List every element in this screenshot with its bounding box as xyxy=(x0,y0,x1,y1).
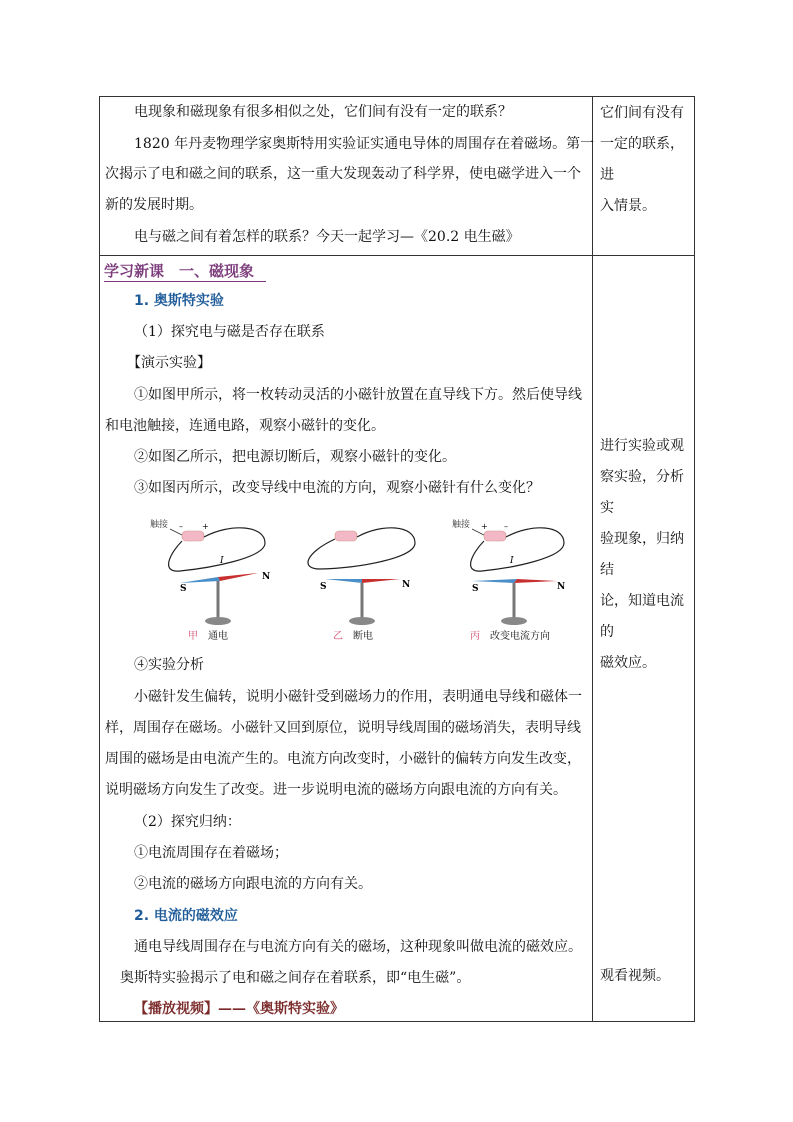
needle-north xyxy=(362,579,400,583)
stand-base xyxy=(349,617,375,625)
side-line: 察实验，分析实 xyxy=(600,469,684,516)
minus-label: – xyxy=(504,522,508,531)
analysis-line-4: 说明磁场方向发生了改变。进一步说明电流的磁场方向跟电流的方向有关。 xyxy=(105,782,567,798)
needle-south xyxy=(472,579,517,583)
intro-paragraph-1: 电现象和磁现象有很多相似之处，它们间有没有一定的联系？ xyxy=(134,104,512,120)
experiment-2: ②如图乙所示，把电源切断后，观察小磁针的变化。 xyxy=(134,449,456,465)
battery-icon xyxy=(182,531,204,541)
conclusion-2: ②电流的磁场方向跟电流的方向有关。 xyxy=(134,876,372,892)
row-divider xyxy=(99,255,695,256)
caption-mark: 乙 xyxy=(333,631,343,642)
side-line: 一定的联系，进 xyxy=(600,136,684,183)
experiment-1-line-1: ①如图甲所示，将一枚转动灵活的小磁针放置在直导线下方。然后使导线 xyxy=(134,387,582,403)
column-divider xyxy=(592,96,593,1022)
needle-south xyxy=(325,579,362,583)
intro-paragraph-2-line-1: 1820 年丹麦物理学家奥斯特用实验证实通电导体的周围存在着磁场。第一 xyxy=(134,136,595,152)
intro-paragraph-2-line-2: 次揭示了电和磁之间的联系，这一重大发现轰动了科学界，使电磁学进入一个 xyxy=(105,166,581,182)
side-line: 入情景。 xyxy=(600,198,656,214)
plus-label: + xyxy=(481,522,488,531)
analysis-line-1: 小磁针发生偏转，说明小磁针受到磁场力的作用，表明通电导线和磁体一 xyxy=(134,689,582,705)
analysis-line-3: 周围的磁场是由电流产生的。电流方向改变时，小磁针的偏转方向发生改变， xyxy=(105,751,581,767)
magnetic-effect-line-2: 奥斯特实验揭示了电和磁之间存在着联系，即“电生磁”。 xyxy=(120,970,471,986)
needle-north xyxy=(218,573,258,581)
s-label: S xyxy=(320,582,327,592)
caption-text: 改变电流方向 xyxy=(490,631,550,642)
current-label: I xyxy=(220,556,224,566)
caption-text: 断电 xyxy=(353,631,373,642)
n-label: N xyxy=(262,572,271,582)
n-label: N xyxy=(402,580,411,590)
side-line: 论，知道电流的 xyxy=(600,593,684,640)
battery-icon xyxy=(335,531,357,541)
caption-powered xyxy=(188,627,228,642)
caption-mark: 甲 xyxy=(188,631,198,642)
side-line: 验现象，归纳结 xyxy=(600,531,684,578)
section-header: 学习新课 一、磁现象 xyxy=(104,262,255,280)
step-2: （2）探究归纳： xyxy=(134,814,241,830)
heading-oersted: 1. 奥斯特实验 xyxy=(134,293,224,309)
analysis-line-2: 样，周围存在磁场。小磁针又回到原位，说明导线周围的磁场消失，表明导线 xyxy=(105,720,581,736)
n-label: N xyxy=(557,582,566,592)
video-link[interactable]: 【播放视频】——《奥斯特实验》 xyxy=(134,1001,344,1017)
section-header-underline xyxy=(104,281,266,282)
experiment-side-note xyxy=(600,431,690,679)
minus-label: – xyxy=(179,522,183,531)
intro-paragraph-3: 电与磁之间有着怎样的联系？今天一起学习—《20.2 电生磁》 xyxy=(134,229,520,245)
needle-north xyxy=(514,579,557,583)
demo-label: 【演示实验】 xyxy=(127,355,211,371)
needle-south xyxy=(180,577,220,583)
plus-label: + xyxy=(202,522,209,531)
s-label: S xyxy=(180,584,187,594)
caption-mark: 丙 xyxy=(470,631,480,642)
heading-magnetic-effect: 2. 电流的磁效应 xyxy=(134,908,238,924)
touch-label: 触接 xyxy=(452,520,471,530)
stand-base xyxy=(205,617,231,625)
video-side-note: 观看视频。 xyxy=(600,968,670,984)
touch-label: 触接 xyxy=(150,520,169,530)
magnetic-effect-line-1: 通电导线周围存在与电流方向有关的磁场，这种现象叫做电流的磁效应。 xyxy=(134,939,582,955)
analysis-label: ④实验分析 xyxy=(134,657,204,673)
current-label: I xyxy=(510,556,514,566)
intro-side-note xyxy=(600,98,690,222)
intro-paragraph-2-line-3: 新的发展时期。 xyxy=(105,197,203,213)
s-label: S xyxy=(472,584,479,594)
side-line: 磁效应。 xyxy=(600,655,656,671)
stand-base xyxy=(501,617,527,625)
experiment-3: ③如图丙所示，改变导线中电流的方向，观察小磁针有什么变化？ xyxy=(134,480,540,496)
side-line: 它们间有没有 xyxy=(600,105,684,121)
battery-icon xyxy=(484,531,506,541)
conclusion-1: ①电流周围存在着磁场； xyxy=(134,845,288,861)
step-1: （1）探究电与磁是否存在联系 xyxy=(134,324,325,340)
caption-disconnected xyxy=(333,627,373,642)
wire-loop xyxy=(308,528,415,569)
experiment-1-line-2: 和电池触接，连通电路，观察小磁针的变化。 xyxy=(105,418,385,434)
caption-text: 通电 xyxy=(208,631,228,642)
side-line: 进行实验或观 xyxy=(600,438,684,454)
caption-reversed xyxy=(470,627,550,642)
